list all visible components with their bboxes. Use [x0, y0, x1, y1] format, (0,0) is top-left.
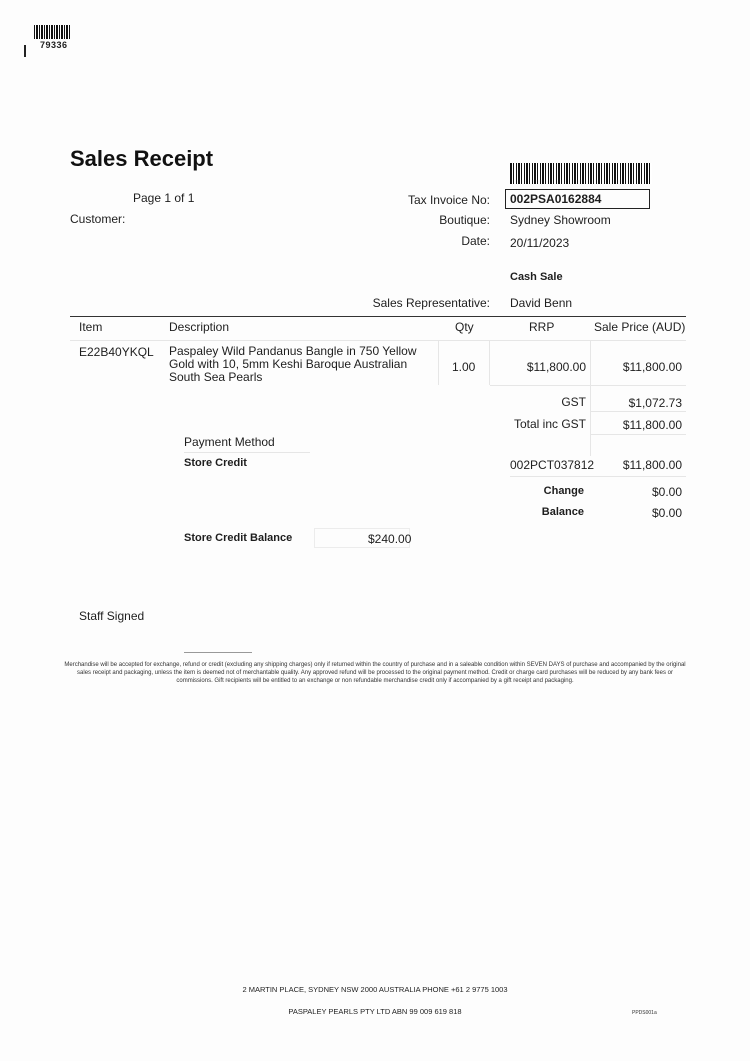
gst-label: GST [561, 395, 586, 409]
item-rrp: $11,800.00 [526, 360, 586, 374]
payment-divider [184, 452, 310, 453]
date-label: Date: [461, 234, 490, 248]
returns-disclaimer: Merchandise will be accepted for exchange, refund or credit (excluding any shipping charges) only if returned within the country of purchase and in a saleable condition within SEVEN DAYS of purchase and accompanied by the original sales receipt and packaging, unless the item is deemed not of merchantable quality. Any approved refund will be processed to the original payment method. Credit or charge card purchases will be reduced by any bank fees or commissions. Gift recipients will be entitled to an exchange or non refundable merchandise credit only if accompanied by a gift receipt and packaging. [64, 662, 686, 684]
document-code: 79336 [40, 40, 68, 50]
staff-signed-label: Staff Signed [79, 609, 145, 623]
item-code: E22B40YKQL [79, 345, 154, 359]
item-qty: 1.00 [452, 360, 476, 374]
boutique-label: Boutique: [439, 213, 490, 227]
balance-value: $0.00 [651, 506, 682, 520]
table-top-rule [70, 316, 686, 317]
col-header-rrp: RRP [529, 320, 555, 334]
store-credit-balance-label: Store Credit Balance [184, 532, 293, 544]
store-credit-balance-value: $240.00 [368, 532, 412, 546]
scan-mark [24, 45, 26, 57]
row-divider [490, 385, 686, 386]
tax-invoice-label: Tax Invoice No: [407, 193, 490, 207]
signature-line [184, 652, 252, 653]
row-divider [590, 434, 686, 435]
col-header-item: Item [79, 320, 103, 334]
sales-rep-label: Sales Representative: [372, 296, 490, 310]
date-value: 20/11/2023 [510, 236, 570, 250]
footer-address: 2 MARTIN PLACE, SYDNEY NSW 2000 AUSTRALIA PHONE +61 2 9775 1003 [242, 985, 508, 994]
customer-label: Customer: [70, 212, 126, 226]
col-header-qty: Qty [455, 320, 474, 334]
item-description: Paspaley Wild Pandanus Bangle in 750 Yellow Gold with 10, 5mm Keshi Baroque Australian South Sea Pearls [169, 344, 417, 384]
total-label: Total inc GST [513, 417, 586, 431]
payment-amount: $11,800.00 [622, 458, 682, 472]
invoice-barcode [510, 163, 652, 184]
sale-type: Cash Sale [510, 271, 563, 283]
total-value: $11,800.00 [622, 418, 682, 432]
boutique-value: Sydney Showroom [510, 213, 611, 227]
col-header-description: Description [169, 320, 230, 334]
payment-method-label: Payment Method [184, 435, 275, 449]
change-label: Change [543, 485, 584, 497]
form-code: PPDS001a [632, 1010, 657, 1016]
balance-label: Balance [541, 506, 584, 518]
row-divider [590, 411, 686, 412]
small-barcode [34, 25, 70, 39]
gst-value: $1,072.73 [628, 396, 682, 410]
sales-rep-value: David Benn [510, 296, 573, 310]
row-divider [510, 476, 686, 477]
page-title: Sales Receipt [70, 146, 214, 171]
change-value: $0.00 [651, 485, 682, 499]
payment-method-value: Store Credit [184, 457, 247, 469]
item-sale-price: $11,800.00 [622, 360, 682, 374]
tax-invoice-number: 002PSA0162884 [505, 189, 650, 209]
payment-reference: 002PCT037812 [510, 458, 595, 472]
footer-company: PASPALEY PEARLS PTY LTD ABN 99 009 619 818 [288, 1007, 462, 1016]
header-divider [70, 340, 686, 341]
page-number: Page 1 of 1 [133, 191, 195, 205]
col-header-sale-price: Sale Price (AUD) [594, 320, 686, 334]
